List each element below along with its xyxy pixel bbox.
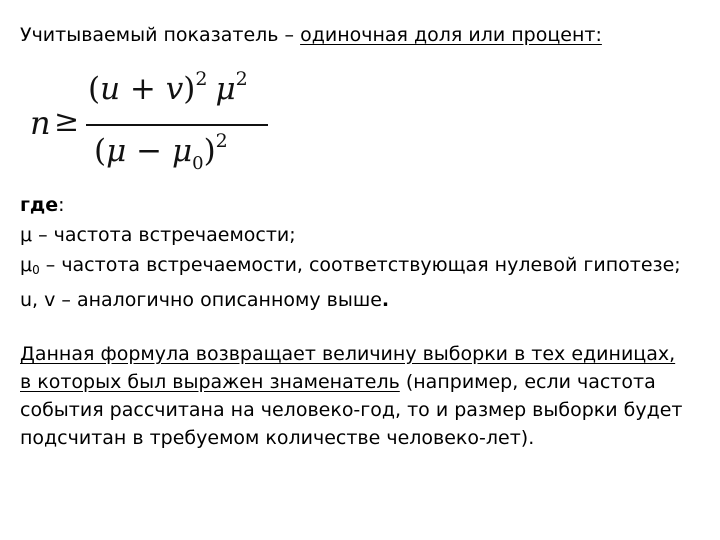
num-exponent: 2 xyxy=(195,68,208,90)
den-open-paren: ( xyxy=(94,133,107,169)
num-v: v xyxy=(165,71,184,107)
para-underlined-2: в которых был выражен знаменатель xyxy=(20,371,400,393)
num-mu: μ xyxy=(215,71,236,107)
formula-denominator xyxy=(94,130,228,174)
where-colon: : xyxy=(58,194,65,216)
num-plus: + xyxy=(120,71,166,107)
definition-uv xyxy=(20,285,681,315)
formula-numerator xyxy=(88,68,248,107)
den-mu0-subscript: 0 xyxy=(192,153,204,174)
mu0-symbol: μ xyxy=(20,254,33,276)
slide-heading xyxy=(20,22,602,48)
den-mu: μ xyxy=(106,133,127,169)
num-open-paren: ( xyxy=(88,71,101,107)
den-close-paren: ) xyxy=(203,133,216,169)
num-u: u xyxy=(100,71,121,107)
para-underlined-1: Данная формула возвращает величину выборки в тех единицах, xyxy=(20,343,676,365)
where-word: где xyxy=(20,194,59,216)
explanation-paragraph xyxy=(20,340,700,452)
num-mu-exponent: 2 xyxy=(235,68,248,90)
den-exponent: 2 xyxy=(215,130,228,152)
num-close-paren: ) xyxy=(183,71,196,107)
fraction-bar xyxy=(86,124,268,126)
den-mu0: μ xyxy=(171,133,193,169)
mu0-subscript: 0 xyxy=(32,263,40,277)
where-line xyxy=(20,190,681,220)
heading-underlined-term: одиночная доля или процент: xyxy=(300,24,602,46)
den-minus: − xyxy=(126,133,172,169)
para-line-4: подсчитан в требуемом количестве человеко-лет). xyxy=(20,427,535,449)
definition-mu: μ – частота встречаемости; xyxy=(20,224,296,246)
formula-relation: ≥ xyxy=(54,104,80,139)
definitions-block xyxy=(20,190,681,315)
para-line-3: события рассчитана на человеко-год, то и размер выборки будет xyxy=(20,399,683,421)
uv-period: . xyxy=(381,289,390,311)
formula-lhs: n xyxy=(30,104,51,142)
para-line-1 xyxy=(20,340,700,368)
definition-mu0 xyxy=(20,250,681,285)
uv-description: u, v – аналогично описанному выше xyxy=(20,289,382,311)
para-line-2 xyxy=(20,368,700,396)
heading-prefix: Учитываемый показатель – xyxy=(20,24,301,46)
mu0-description: – частота встречаемости, соответствующая нулевой гипотезе; xyxy=(39,254,681,276)
para-rest-2: (например, если частота xyxy=(399,371,656,393)
